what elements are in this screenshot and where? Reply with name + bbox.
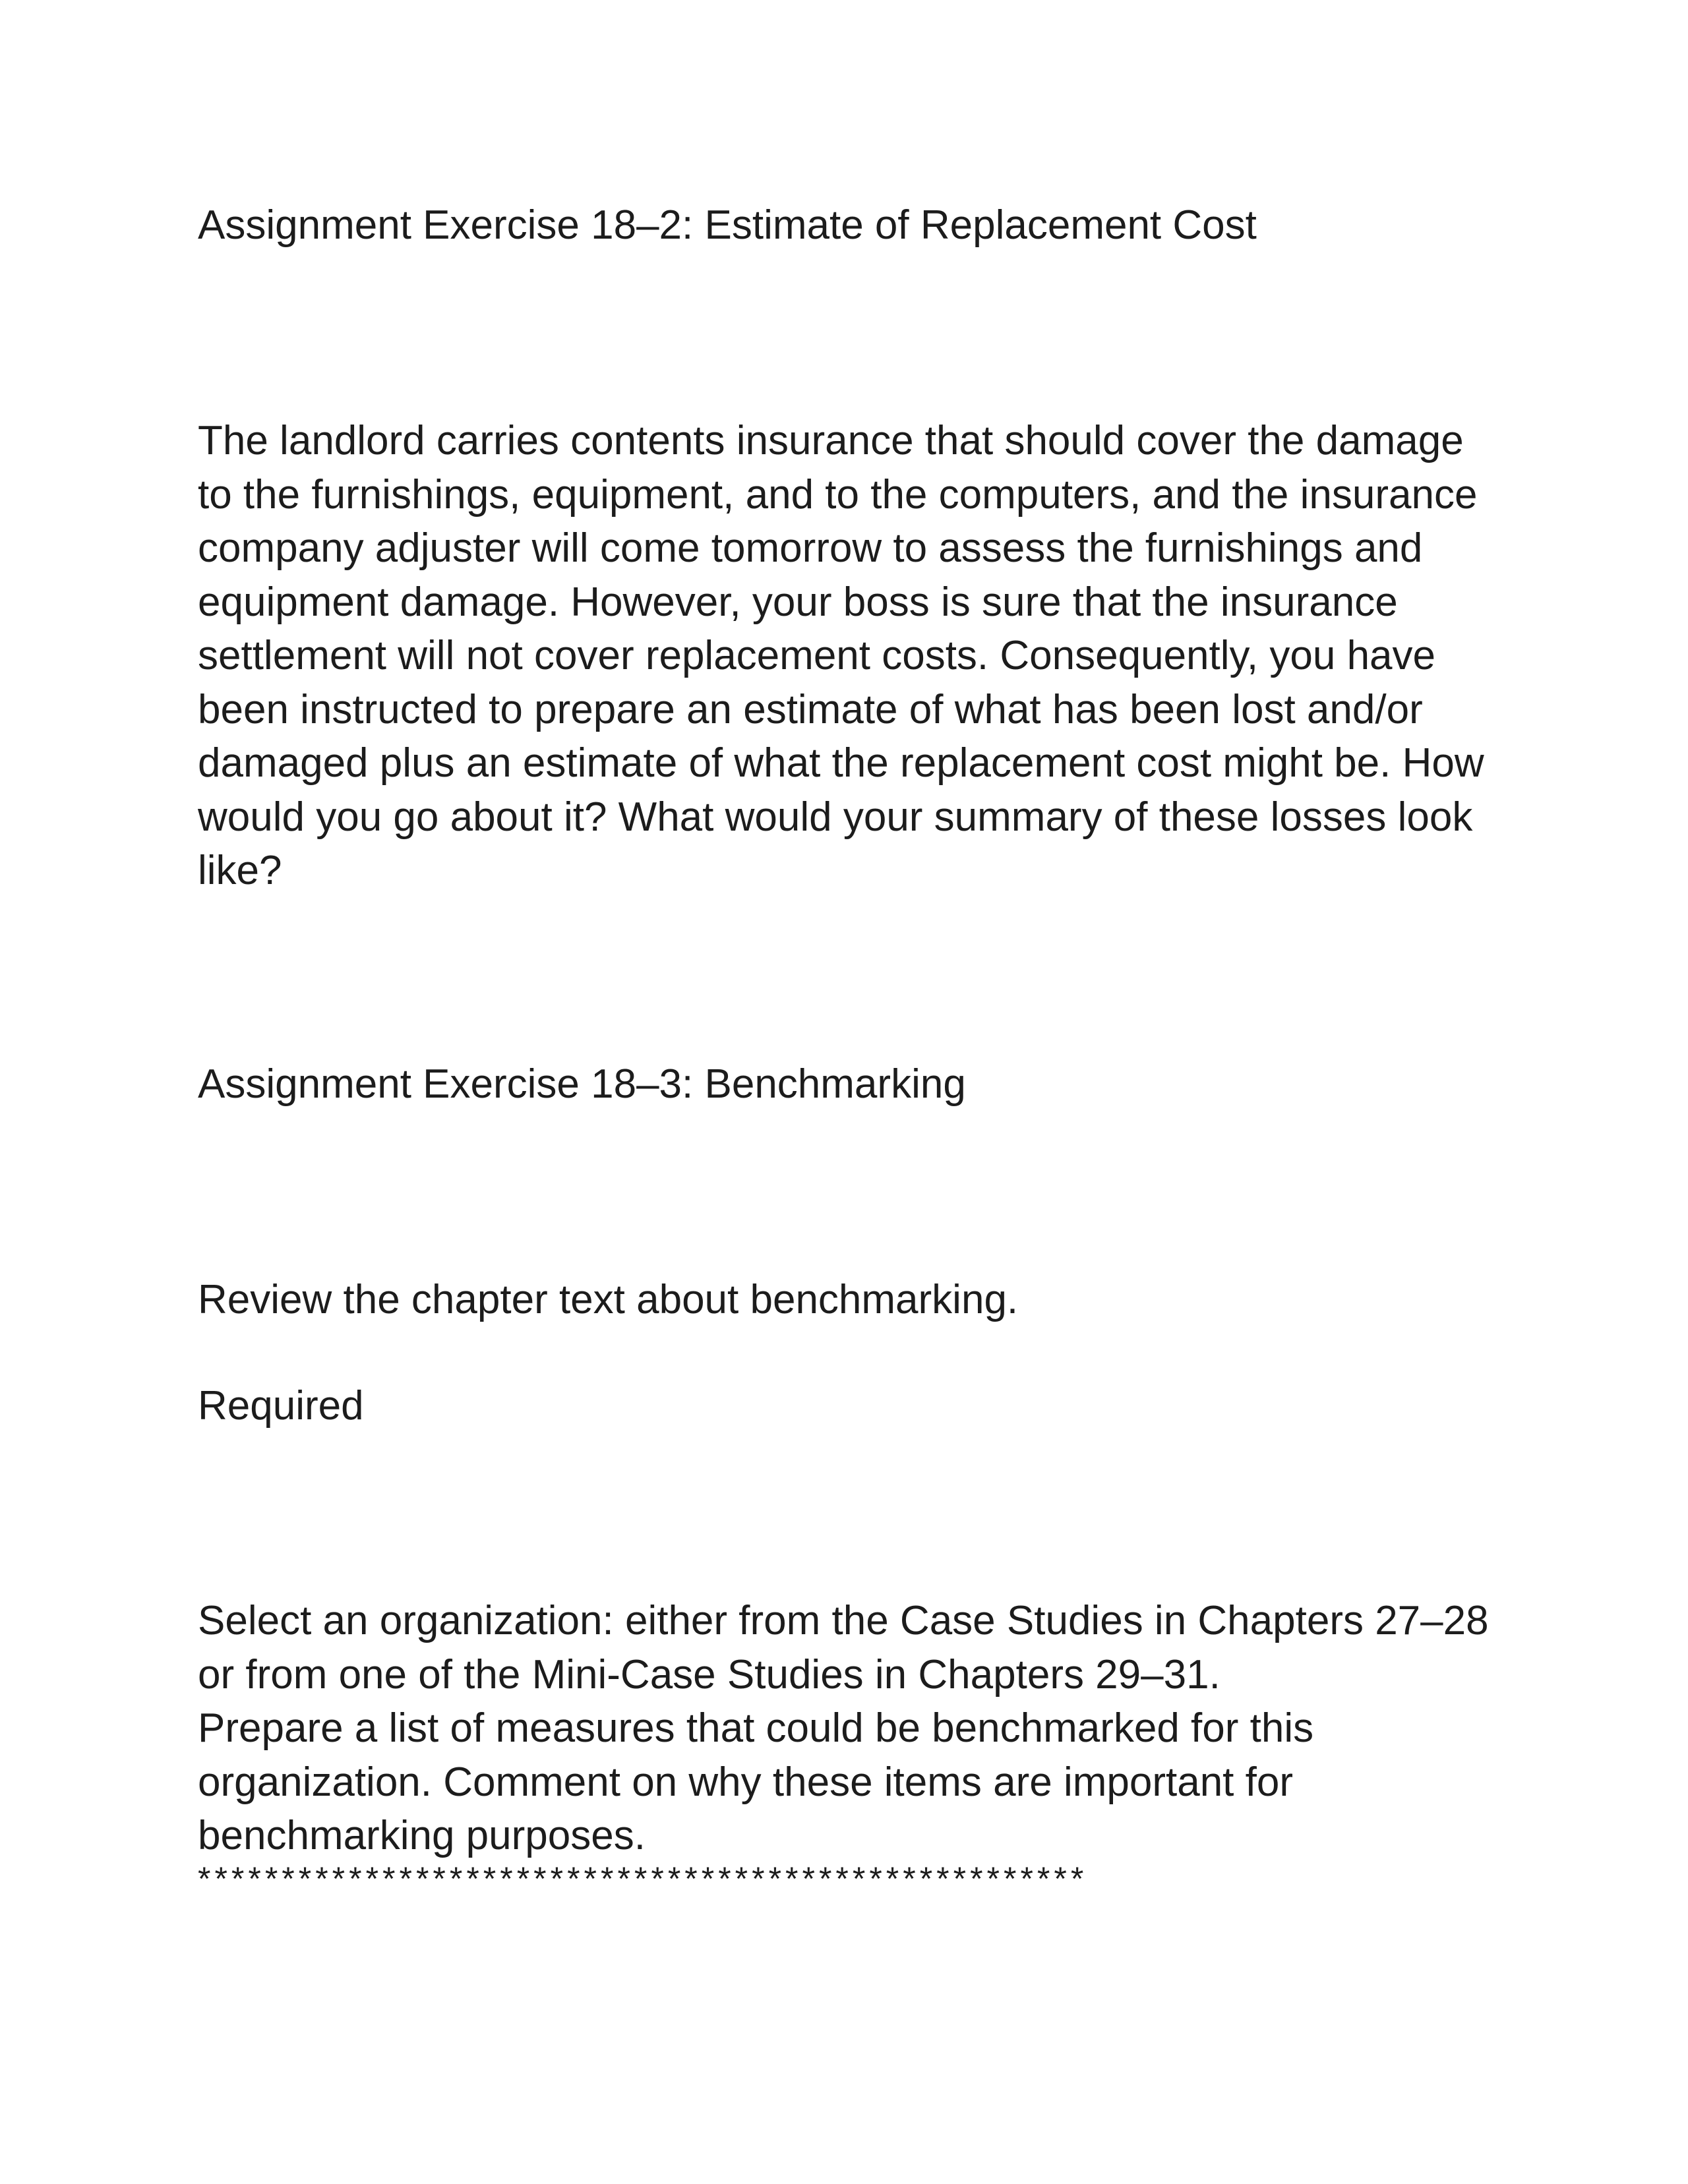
- intro-text: Review the chapter text about benchmarking.: [198, 1277, 1019, 1322]
- exercise-18-2-paragraph: [198, 414, 1503, 898]
- required-text: Required: [198, 1383, 364, 1429]
- exercise-18-3-intro: [198, 1273, 1503, 1327]
- paragraph-line: or from one of the Mini-Case Studies in Chapters 29–31.: [198, 1651, 1221, 1697]
- heading-text: Assignment Exercise 18–2: Estimate of Replacement Cost: [198, 202, 1257, 248]
- paragraph-line: damaged plus an estimate of what the replacement cost might be. How: [198, 740, 1484, 786]
- exercise-18-2-title: [198, 198, 1503, 252]
- paragraph-line: like?: [198, 848, 282, 893]
- paragraph-line: been instructed to prepare an estimate of what has been lost and/or: [198, 686, 1423, 732]
- asterisk-separator: *****************************************************: [198, 1860, 1088, 1897]
- paragraph-line: benchmarking purposes.: [198, 1813, 646, 1858]
- heading-text: Assignment Exercise 18–3: Benchmarking: [198, 1061, 966, 1107]
- paragraph-line: would you go about it? What would your summary of these losses look: [198, 794, 1473, 840]
- paragraph-line: The landlord carries contents insurance that should cover the damage: [198, 418, 1464, 463]
- paragraph-line: to the furnishings, equipment, and to the computers, and the insurance: [198, 471, 1478, 517]
- required-label: [198, 1379, 1503, 1433]
- paragraph-line: Prepare a list of measures that could be benchmarked for this: [198, 1705, 1314, 1751]
- paragraph-line: company adjuster will come tomorrow to assess the furnishings and: [198, 525, 1423, 571]
- paragraph-line: equipment damage. However, your boss is sure that the insurance: [198, 579, 1398, 625]
- paragraph-line: Select an organization: either from the Case Studies in Chapters 27–28: [198, 1598, 1489, 1643]
- paragraph-line: organization. Comment on why these items are important for: [198, 1759, 1293, 1805]
- exercise-18-3-paragraph: [198, 1594, 1503, 1863]
- exercise-18-3-title: [198, 1057, 1503, 1111]
- paragraph-line: settlement will not cover replacement costs. Consequently, you have: [198, 633, 1436, 678]
